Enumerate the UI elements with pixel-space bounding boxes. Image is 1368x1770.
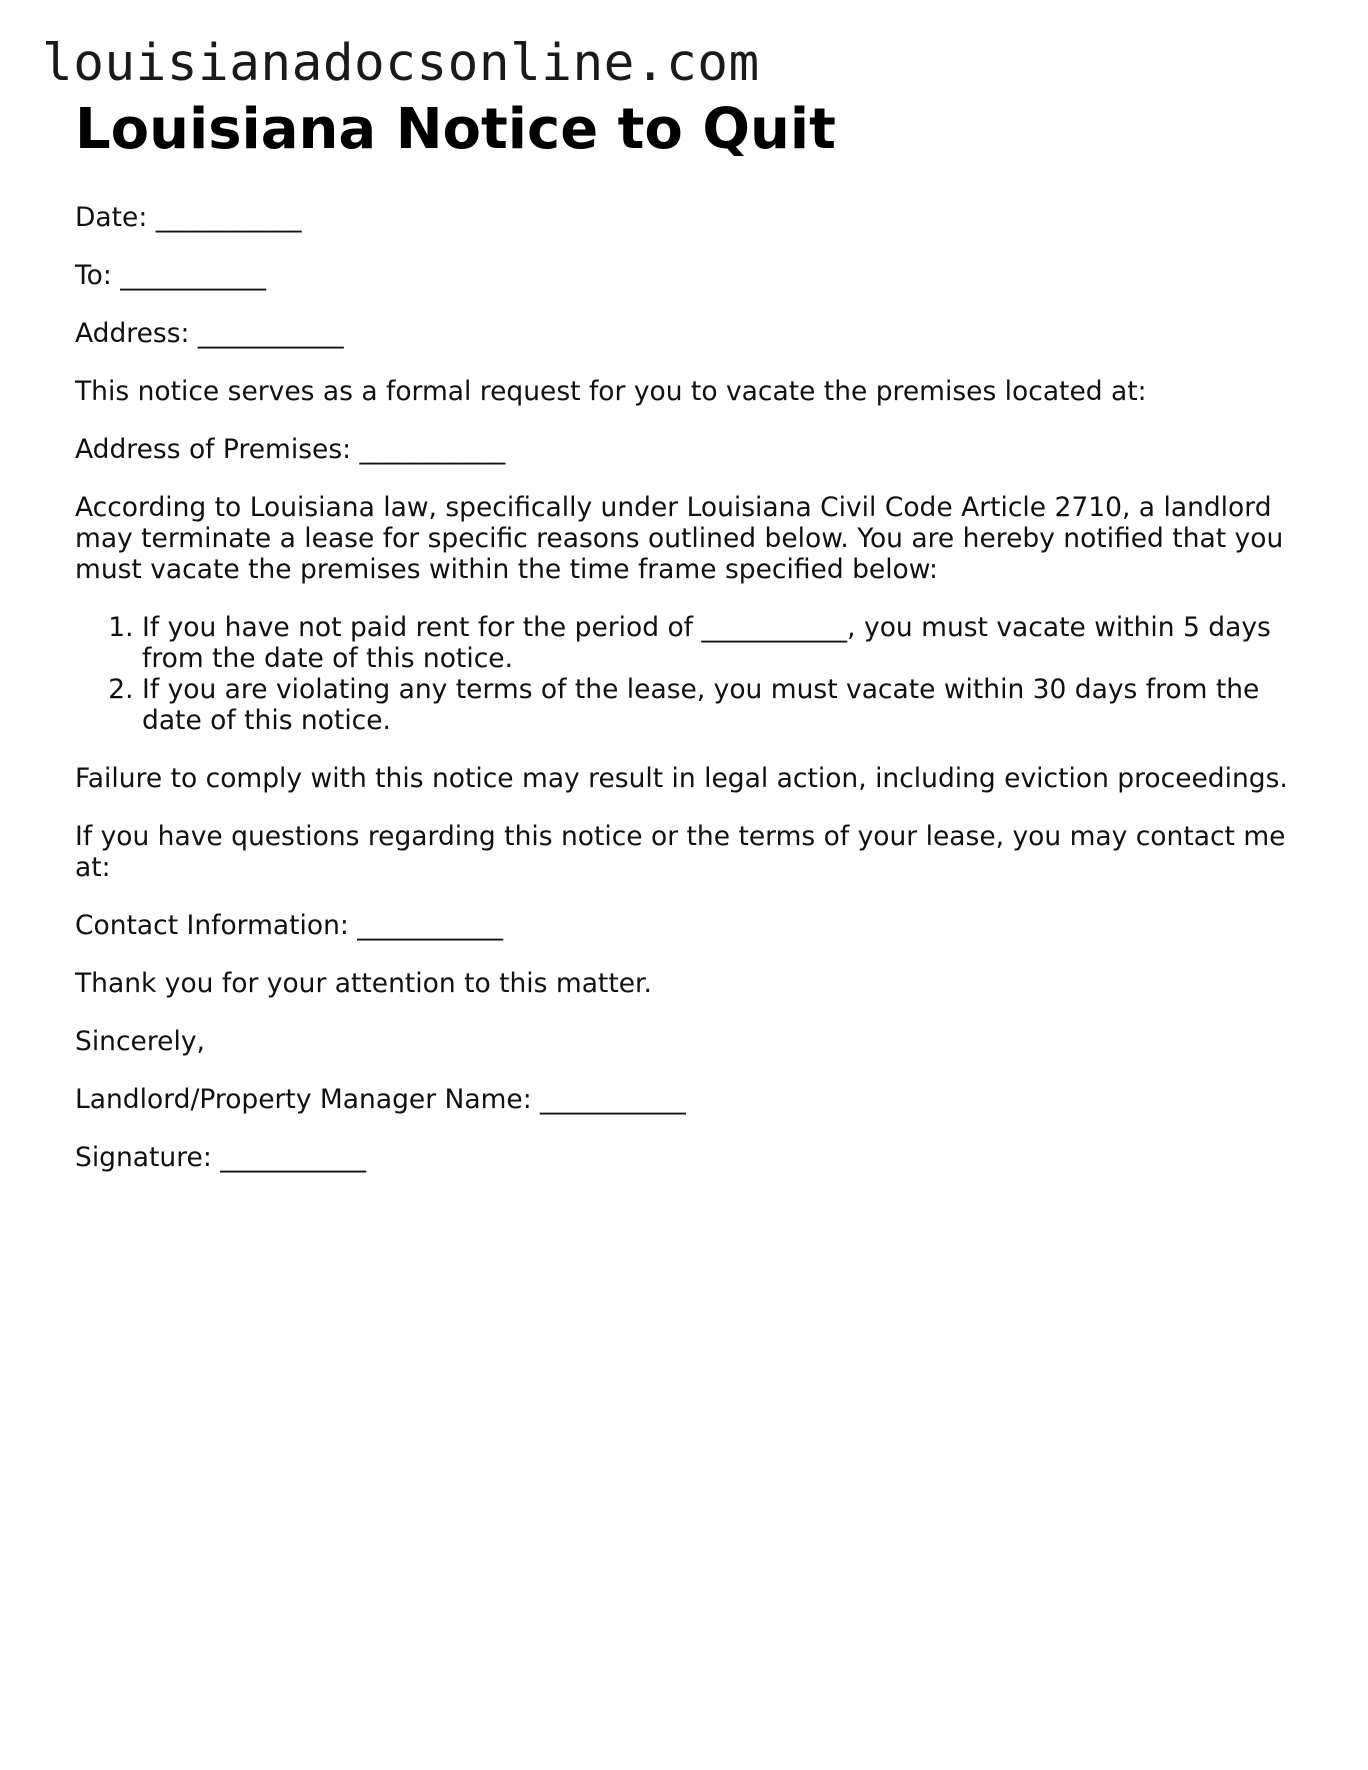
signature-field: Signature: ___________ <box>75 1142 366 1173</box>
notice-document <box>75 98 1305 1200</box>
contact-field: Contact Information: ___________ <box>75 910 504 941</box>
reason-item-nonpayment: 1. If you have not paid rent for the period of ___________, you must vacate within 5 days from the date of this notice. <box>142 612 1305 674</box>
failure-paragraph: Failure to comply with this notice may result in legal action, including eviction proceedings. <box>75 763 1288 794</box>
site-watermark: louisianadocsonline.com <box>42 34 760 93</box>
intro-paragraph: This notice serves as a formal request for you to vacate the premises located at: <box>75 376 1147 407</box>
reasons-list <box>75 612 1305 736</box>
premises-field: Address of Premises: ___________ <box>75 434 506 465</box>
questions-paragraph: If you have questions regarding this notice or the terms of your lease, you may contact me at: <box>75 821 1286 883</box>
closing-text: Sincerely, <box>75 1026 205 1057</box>
legal-paragraph: According to Louisiana law, specifically under Louisiana Civil Code Article 2710, a landlord may terminate a lease for specific reasons outlined below. You are hereby notified that you must vacate the premises within the time frame specified below: <box>75 492 1284 585</box>
date-field: Date: ___________ <box>75 202 302 233</box>
to-field: To: ___________ <box>75 260 266 291</box>
reason-item-lease-violation: 2. If you are violating any terms of the lease, you must vacate within 30 days from the date of this notice. <box>142 674 1305 736</box>
thanks-paragraph: Thank you for your attention to this matter. <box>75 968 652 999</box>
address-field: Address: ___________ <box>75 318 344 349</box>
landlord-name-field: Landlord/Property Manager Name: ___________ <box>75 1084 686 1115</box>
document-title: Louisiana Notice to Quit <box>75 97 836 162</box>
